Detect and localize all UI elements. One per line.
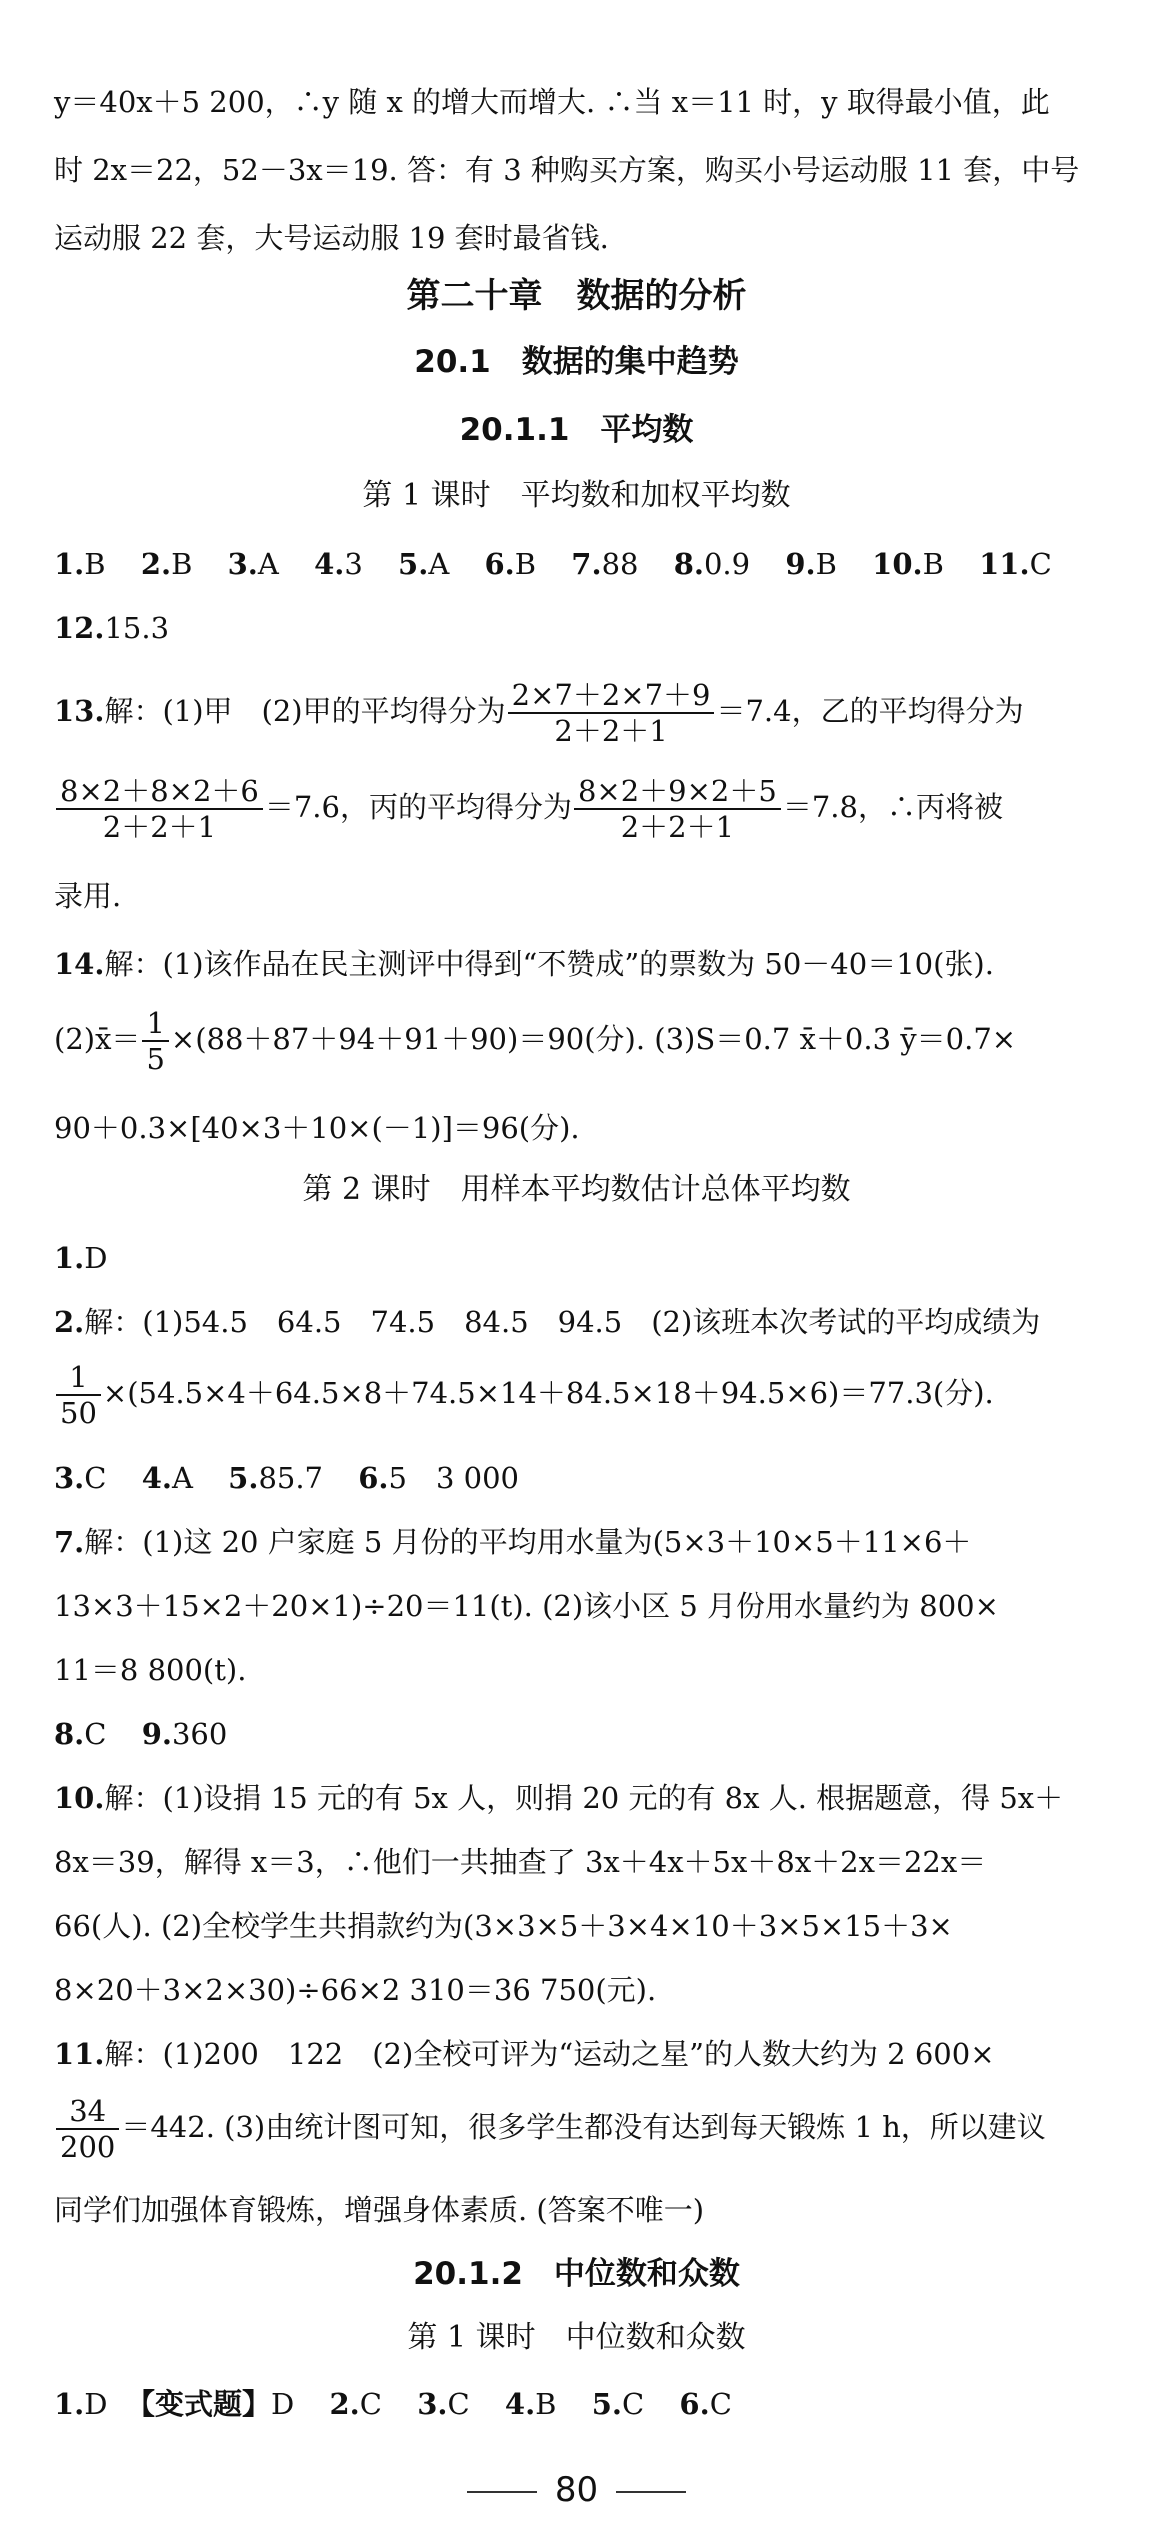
answer-item: 4.B — [504, 2387, 557, 2421]
answer-row — [54, 2384, 1113, 2424]
fraction: $\frac{1}{50}$ — [56, 1360, 101, 1430]
text-line: 66(人). (2)全校学生共捐款约为(3×3×5＋3×4×10＋3×5×15＋3× — [54, 1909, 953, 1943]
answer-item: 6.C — [679, 2387, 732, 2421]
text-line: y＝40x＋5 200，∴y 随 x 的增大而增大. ∴当 x＝11 时，y 取得最小值，此 — [54, 85, 1050, 119]
question-13: 13.解：(1)甲 (2)甲的平均得分为 $\frac{2\times 7+2\times 7+9}{2+2+1}$ ＝7.4，乙的平均得分为 — [54, 678, 1024, 748]
text-line: 运动服 22 套，大号运动服 19 套时最省钱. — [54, 221, 609, 255]
answer-row — [54, 1714, 1113, 1754]
text-line: 录用. — [54, 879, 122, 913]
answer-item: 7.88 — [571, 547, 639, 581]
answer-row — [54, 544, 1113, 584]
text-line: 同学们加强体育锻炼，增强身体素质. (答案不唯一) — [54, 2193, 705, 2227]
answer-item: 5.C — [591, 2387, 645, 2421]
subsection-title: 20.1.1 平均数 — [459, 412, 694, 448]
answer-row: 1.D — [54, 1241, 108, 1275]
answer-item: 3.A — [227, 547, 279, 581]
question-10: 10.解：(1)设捐 15 元的有 5x 人，则捐 20 元的有 8x 人. 根据题意，得 5x＋ — [54, 1781, 1064, 1815]
answer-item: 9.B — [785, 547, 837, 581]
question-14: 14.解：(1)该作品在民主测评中得到“不赞成”的票数为 50－40＝10(张). — [54, 947, 994, 981]
divider — [616, 2491, 686, 2493]
fraction: $\frac{34}{200}$ — [56, 2094, 119, 2164]
lesson-title: 第 2 课时 用样本平均数估计总体平均数 — [302, 1172, 851, 1207]
fraction: $\frac{1}{5}$ — [142, 1006, 168, 1076]
question-14-cont: (2)x̄＝ $\frac{1}{5}$ ×(88＋87＋94＋91＋90)＝90(分). (3)S＝0.7 x̄＋0.3 ȳ＝0.7× — [54, 1006, 1017, 1076]
answer-row: 12.15.3 — [54, 611, 170, 645]
answer-item: 4.3 — [314, 547, 363, 581]
question-11: 11.解：(1)200 122 (2)全校可评为“运动之星”的人数大约为 2 600× — [54, 2037, 995, 2071]
section-title: 20.1 数据的集中趋势 — [414, 344, 739, 380]
answer-item: 1.D 【变式题】D — [54, 2387, 295, 2421]
answer-item: 4.A — [141, 1461, 193, 1495]
answer-item: 10.B — [872, 547, 944, 581]
fraction: $\frac{8\times 2+9\times 2+5}{2+2+1}$ — [574, 774, 781, 844]
answer-item: 3.C — [54, 1461, 107, 1495]
text-line: 8x＝39，解得 x＝3，∴他们一共抽查了 3x＋4x＋5x＋8x＋2x＝22x＝ — [54, 1845, 987, 1879]
answer-item: 3.C — [417, 2387, 470, 2421]
question-2: 2.解：(1)54.5 64.5 74.5 84.5 94.5 (2)该班本次考试的平均成绩为 — [54, 1305, 1041, 1339]
divider — [467, 2491, 537, 2493]
chapter-title: 第二十章 数据的分析 — [406, 276, 747, 316]
answer-item: 2.B — [140, 547, 193, 581]
answer-item: 6.5 3 000 — [358, 1461, 519, 1495]
text-line: 90＋0.3×[40×3＋10×(－1)]＝96(分). — [54, 1111, 580, 1145]
answer-item: 9.360 — [141, 1717, 228, 1751]
answer-item: 2.C — [329, 2387, 382, 2421]
text-line: 11＝8 800(t). — [54, 1653, 247, 1687]
question-11-cont: $\frac{34}{200}$ ＝442. (3)由统计图可知，很多学生都没有达到每天锻炼 1 h，所以建议 — [54, 2092, 1113, 2164]
answer-item: 6.B — [484, 547, 537, 581]
question-7: 7.解：(1)这 20 户家庭 5 月份的平均用水量为(5×3＋10×5＋11×6＋ — [54, 1525, 972, 1559]
answer-item: 8.C — [54, 1717, 107, 1751]
answer-item: 8.0.9 — [673, 547, 751, 581]
answer-item: 5.A — [398, 547, 450, 581]
question-13-cont: $\frac{8\times 2+8\times 2+6}{2+2+1}$ ＝7.6，丙的平均得分为 $\frac{8\times 2+9\times 2+5}{2+2+1}$ ＝7.8，∴丙将被 — [54, 772, 1113, 844]
text-line: 13×3＋15×2＋20×1)÷20＝11(t). (2)该小区 5 月份用水量约为 800× — [54, 1589, 999, 1623]
fraction: $\frac{2\times 7+2\times 7+9}{2+2+1}$ — [508, 678, 715, 748]
answer-row — [54, 1458, 1113, 1498]
answer-item: 11.C — [979, 547, 1052, 581]
subsection-title: 20.1.2 中位数和众数 — [413, 2256, 740, 2292]
text-line: 时 2x＝22，52－3x＝19. 答：有 3 种购买方案，购买小号运动服 11 套，中号 — [54, 153, 1080, 187]
page-number: 80 — [0, 2470, 1153, 2510]
lesson-title: 第 1 课时 平均数和加权平均数 — [362, 478, 791, 513]
answer-item: 1.B — [54, 547, 106, 581]
answer-item: 5.85.7 — [228, 1461, 324, 1495]
lesson-title: 第 1 课时 中位数和众数 — [407, 2320, 746, 2355]
question-2-cont: $\frac{1}{50}$ ×(54.5×4＋64.5×8＋74.5×14＋84.5×18＋94.5×6)＝77.3(分). — [54, 1358, 1113, 1430]
text-line: 8×20＋3×2×30)÷66×2 310＝36 750(元). — [54, 1973, 657, 2007]
fraction: $\frac{8\times 2+8\times 2+6}{2+2+1}$ — [56, 774, 263, 844]
